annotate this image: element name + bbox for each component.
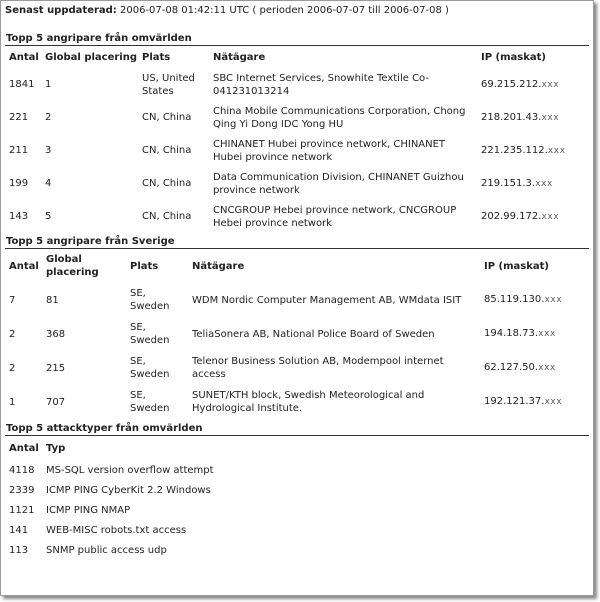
ip-cell — [477, 167, 589, 200]
owner-cell: Telenor Business Solution AB, Modempool internet access — [192, 356, 444, 380]
location-cell: SE, Sweden — [130, 288, 170, 312]
col-header-type: Typ — [46, 442, 66, 454]
col-header-global-rank: Global placering — [46, 254, 99, 278]
last-updated-label: Senast uppdaterad: — [5, 5, 117, 16]
ip-cell — [477, 200, 589, 233]
table-row — [5, 200, 589, 233]
ip-cell — [480, 283, 589, 317]
location-cell: SE, Sweden — [130, 322, 170, 346]
table-row — [5, 385, 589, 419]
rank-cell: 81 — [46, 294, 59, 306]
rank-cell: 368 — [46, 328, 66, 340]
table-row — [5, 134, 589, 167]
ip-cell — [477, 134, 589, 167]
ip-mask: xxx — [538, 363, 556, 373]
type-cell: WEB-MISC robots.txt access — [46, 524, 187, 536]
location-cell: CN, China — [142, 145, 192, 156]
col-header-owner: Nätägare — [213, 51, 266, 63]
location-cell: SE, Sweden — [130, 390, 170, 414]
ip-prefix: 202.99.172. — [481, 210, 542, 222]
table-row — [5, 101, 589, 134]
owner-cell: WDM Nordic Computer Management AB, WMdata ISIT — [192, 294, 462, 306]
owner-cell: TeliaSonera AB, National Police Board of Sweden — [192, 328, 435, 340]
ip-prefix: 85.119.130. — [484, 294, 545, 305]
table-row — [5, 460, 589, 480]
count-cell: 221 — [9, 112, 29, 123]
attack-types-table — [5, 436, 589, 560]
ip-mask: xxx — [544, 295, 563, 305]
ip-mask: xxx — [538, 329, 556, 339]
table-row — [5, 540, 589, 560]
table-row — [5, 68, 589, 101]
col-header-location: Plats — [142, 51, 171, 63]
count-cell: 4118 — [9, 464, 35, 476]
col-header-ip: IP (maskat) — [484, 260, 549, 272]
owner-cell: SUNET/KTH block, Swedish Meteorological and Hydrological Institute. — [192, 390, 425, 414]
section-title-sweden-attackers: Topp 5 angripare från Sverige — [5, 235, 589, 249]
ip-mask: xxx — [544, 397, 563, 407]
ip-prefix: 221.235.112. — [481, 144, 548, 156]
ip-cell — [480, 385, 589, 419]
count-cell: 2339 — [9, 484, 35, 496]
table-row — [5, 167, 589, 200]
count-cell: 143 — [9, 211, 29, 222]
count-cell: 2 — [9, 328, 16, 340]
location-cell: CN, China — [142, 178, 192, 189]
count-cell: 113 — [9, 544, 29, 556]
owner-cell: CHINANET Hubei province network, CHINANET Hubei province network — [213, 138, 446, 163]
location-cell: US, United States — [142, 72, 195, 97]
col-header-count: Antal — [9, 51, 39, 63]
ip-mask: xxx — [541, 211, 560, 222]
table-row — [5, 500, 589, 520]
table-row — [5, 351, 589, 385]
type-cell: ICMP PING NMAP — [46, 504, 131, 516]
ip-cell — [480, 351, 589, 385]
count-cell: 1 — [9, 396, 16, 408]
ip-prefix: 69.215.212. — [481, 78, 542, 90]
rank-cell: 707 — [46, 396, 66, 408]
col-header-location: Plats — [130, 260, 159, 272]
world-attackers-table — [5, 46, 589, 233]
table-row — [5, 480, 589, 500]
ip-prefix: 219.151.3. — [481, 177, 536, 189]
location-cell: SE, Sweden — [130, 356, 170, 380]
ip-prefix: 218.201.43. — [481, 111, 542, 123]
col-header-count: Antal — [9, 442, 39, 454]
type-cell: SNMP public access udp — [46, 544, 167, 556]
owner-cell: SBC Internet Services, Snowhite Textile Co-041231013214 — [213, 72, 429, 97]
ip-mask: xxx — [541, 79, 560, 90]
count-cell: 7 — [9, 294, 16, 306]
ip-mask: xxx — [547, 145, 566, 156]
rank-cell: 2 — [45, 112, 52, 123]
table-header-row — [5, 249, 589, 283]
count-cell: 199 — [9, 178, 29, 189]
col-header-owner: Nätägare — [192, 260, 245, 272]
table-header-row — [5, 436, 589, 460]
table-header-row — [5, 46, 589, 68]
owner-cell: China Mobile Communications Corporation, Chong Qing Yi Dong IDC Yong HU — [213, 105, 466, 130]
ip-prefix: 62.127.50. — [484, 362, 539, 373]
ip-mask: xxx — [535, 178, 553, 189]
location-cell: CN, China — [142, 112, 192, 123]
type-cell: MS-SQL version overflow attempt — [46, 464, 214, 476]
table-row — [5, 283, 589, 317]
count-cell: 2 — [9, 362, 16, 374]
rank-cell: 215 — [46, 362, 66, 374]
rank-cell: 3 — [45, 145, 52, 156]
ip-cell — [480, 317, 589, 351]
ip-prefix: 192.121.37. — [484, 396, 545, 407]
owner-cell: CNCGROUP Hebei province network, CNCGROUP Hebei province network — [213, 204, 457, 229]
ip-cell — [477, 101, 589, 134]
type-cell: ICMP PING CyberKit 2.2 Windows — [46, 484, 211, 496]
owner-cell: Data Communication Division, CHINANET Guizhou province network — [213, 171, 464, 196]
last-updated-value: 2006-07-08 01:42:11 UTC ( perioden 2006-07-07 till 2006-07-08 ) — [120, 5, 449, 16]
table-row — [5, 317, 589, 351]
count-cell: 211 — [9, 145, 29, 156]
col-header-ip: IP (maskat) — [481, 51, 546, 63]
count-cell: 1841 — [9, 79, 35, 90]
rank-cell: 4 — [45, 178, 52, 189]
ip-cell — [477, 68, 589, 101]
count-cell: 1121 — [9, 504, 35, 516]
table-row — [5, 520, 589, 540]
section-title-attack-types: Topp 5 attacktyper från omvärlden — [5, 422, 589, 436]
section-title-world-attackers: Topp 5 angripare från omvärlden — [5, 32, 589, 46]
rank-cell: 1 — [45, 79, 52, 90]
sweden-attackers-table — [5, 249, 589, 419]
ip-prefix: 194.18.73. — [484, 328, 539, 339]
ip-mask: xxx — [541, 112, 560, 123]
count-cell: 141 — [9, 524, 29, 536]
location-cell: CN, China — [142, 211, 192, 222]
col-header-count: Antal — [9, 260, 39, 272]
rank-cell: 5 — [45, 211, 52, 222]
col-header-global-rank: Global placering — [45, 51, 138, 63]
last-updated — [5, 4, 589, 18]
